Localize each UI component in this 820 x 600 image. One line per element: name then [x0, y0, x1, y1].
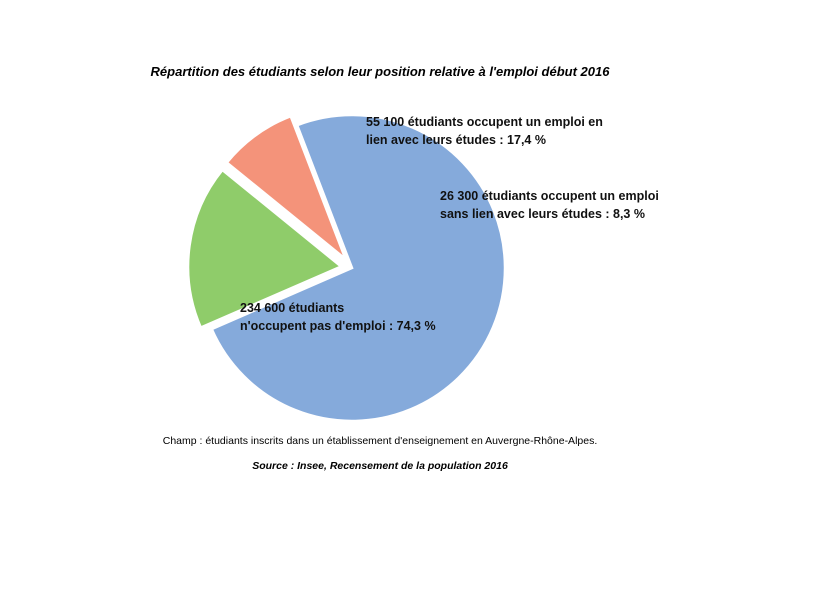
slice-label-line: lien avec leurs études : 17,4 % [366, 133, 546, 148]
slice-label-line: 234 600 étudiants [240, 301, 345, 315]
source-note: Source : Insee, Recensement de la population 2016 [252, 460, 508, 472]
slice-label-line: n'occupent pas d'emploi : 74,3 % [240, 319, 436, 334]
chart-title: Répartition des étudiants selon leur position relative à l'emploi début 2016 [150, 64, 610, 79]
slice-label-line: 55 100 étudiants occupent un emploi en [366, 115, 603, 129]
scope-note: Champ : étudiants inscrits dans un établissement d'enseignement en Auvergne-Rhône-Alpes. [162, 435, 598, 447]
pie-slices [188, 115, 505, 421]
slice-label-line: 26 300 étudiants occupent un emploi [440, 189, 659, 203]
slice-label-line: sans lien avec leurs études : 8,3 % [440, 207, 645, 222]
